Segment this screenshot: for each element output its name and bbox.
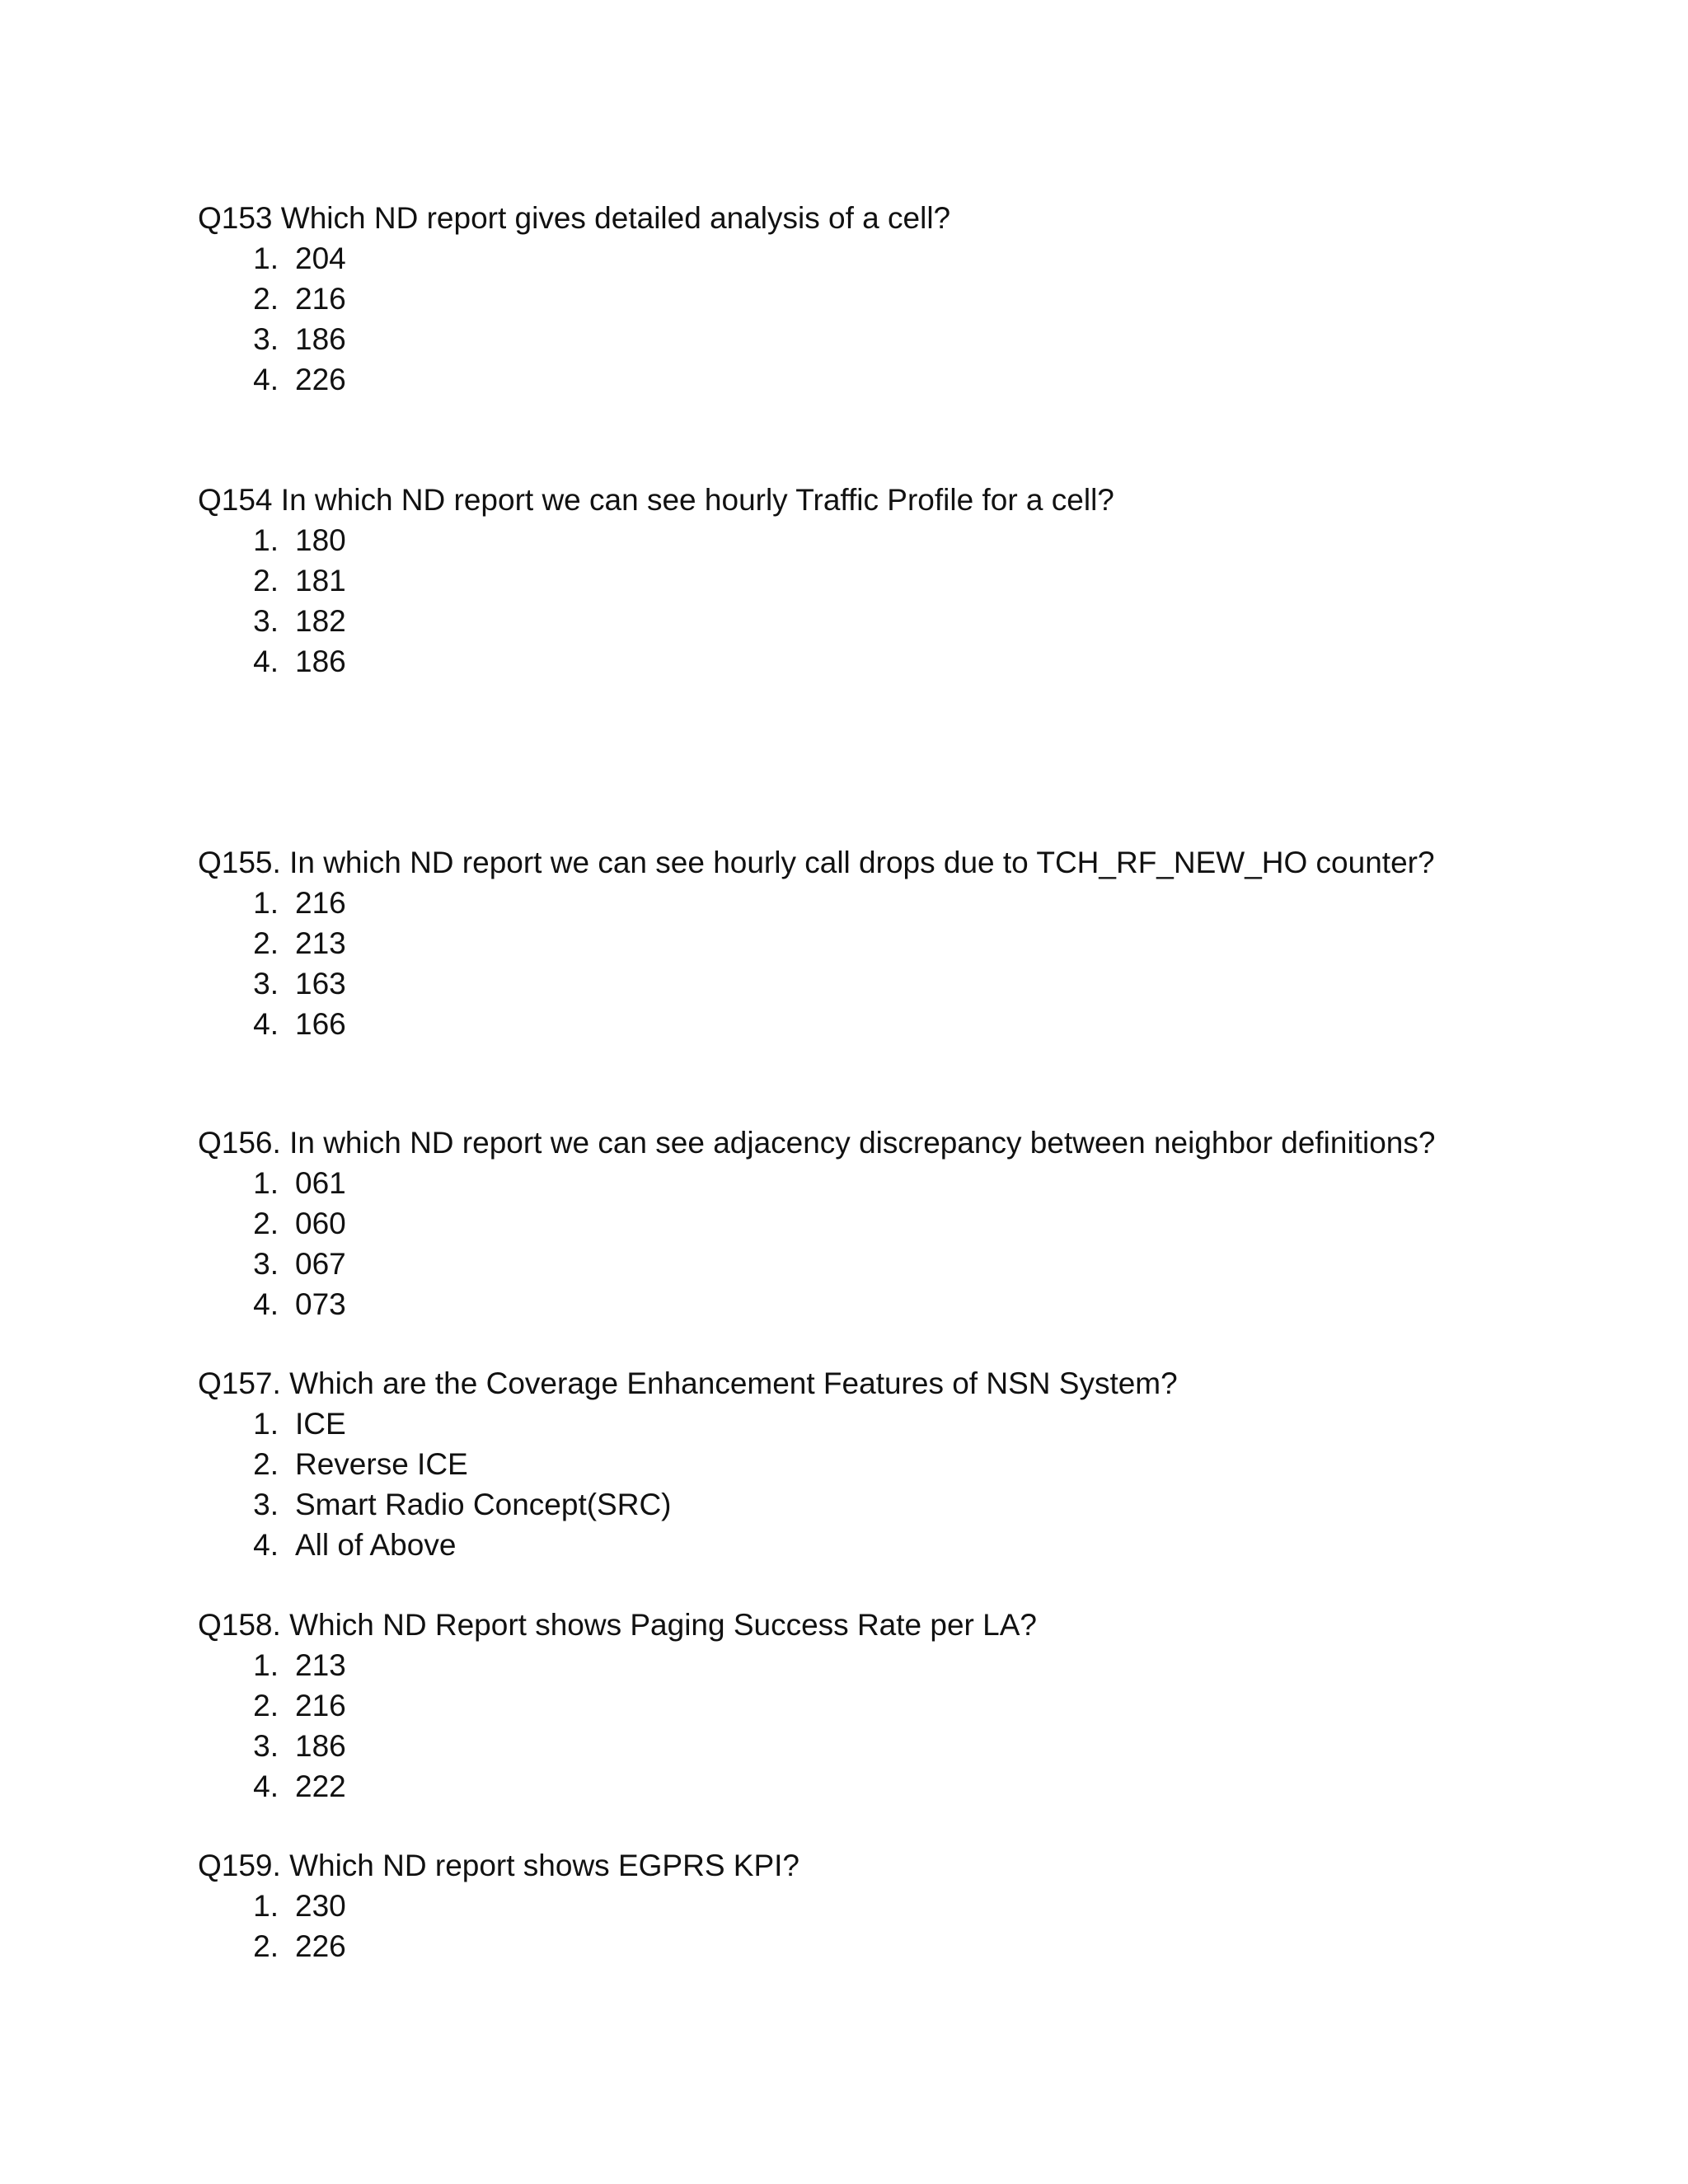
option-label: 216	[295, 886, 346, 920]
option-number: 1.	[253, 523, 279, 557]
answer-option	[198, 1726, 1599, 1766]
question-154	[198, 480, 1599, 682]
option-label: 204	[295, 241, 346, 275]
option-number: 1.	[253, 1889, 279, 1923]
answer-option	[198, 1004, 1599, 1044]
question-text: Q153 Which ND report gives detailed analysis of a cell?	[198, 201, 951, 235]
option-label: All of Above	[295, 1528, 457, 1562]
question-text: Q157. Which are the Coverage Enhancement Features of NSN System?	[198, 1366, 1178, 1400]
answer-option	[198, 520, 1599, 560]
answer-options	[198, 238, 1599, 400]
question-157	[198, 1364, 1599, 1565]
option-label: 186	[295, 322, 346, 356]
option-number: 2.	[253, 926, 279, 960]
answer-option	[198, 923, 1599, 963]
question-155	[198, 843, 1599, 1044]
option-label: 213	[295, 1648, 346, 1682]
option-number: 1.	[253, 241, 279, 275]
option-number: 4.	[253, 1287, 279, 1321]
answer-option	[198, 1645, 1599, 1685]
answer-option	[198, 883, 1599, 923]
option-label: 067	[295, 1247, 346, 1281]
answer-option	[198, 560, 1599, 601]
answer-option	[198, 359, 1599, 400]
option-number: 2.	[253, 1447, 279, 1481]
option-number: 3.	[253, 1488, 279, 1521]
option-number: 1.	[253, 1648, 279, 1682]
option-label: 230	[295, 1889, 346, 1923]
option-number: 4.	[253, 1769, 279, 1803]
option-number: 3.	[253, 967, 279, 1001]
question-text: Q159. Which ND report shows EGPRS KPI?	[198, 1849, 799, 1882]
option-label: Reverse ICE	[295, 1447, 468, 1481]
option-label: 073	[295, 1287, 346, 1321]
answer-option	[198, 1163, 1599, 1203]
option-label: 186	[295, 644, 346, 678]
option-number: 4.	[253, 1007, 279, 1041]
option-label: 181	[295, 564, 346, 598]
option-number: 1.	[253, 1407, 279, 1441]
option-number: 2.	[253, 1929, 279, 1963]
option-label: Smart Radio Concept(SRC)	[295, 1488, 672, 1521]
option-label: 216	[295, 282, 346, 316]
answer-option	[198, 641, 1599, 682]
answer-option	[198, 1284, 1599, 1324]
answer-option	[198, 279, 1599, 319]
answer-option	[198, 238, 1599, 279]
option-number: 4.	[253, 1528, 279, 1562]
answer-option	[198, 319, 1599, 359]
option-label: 061	[295, 1166, 346, 1200]
option-number: 2.	[253, 1207, 279, 1240]
option-label: 216	[295, 1689, 346, 1722]
answer-option	[198, 1525, 1599, 1565]
answer-option	[198, 1926, 1599, 1966]
answer-option	[198, 1886, 1599, 1926]
answer-option	[198, 1404, 1599, 1444]
answer-option	[198, 1766, 1599, 1807]
option-number: 1.	[253, 886, 279, 920]
option-label: 222	[295, 1769, 346, 1803]
question-text: Q158. Which ND Report shows Paging Success Rate per LA?	[198, 1608, 1037, 1642]
option-number: 3.	[253, 322, 279, 356]
option-label: 226	[295, 1929, 346, 1963]
question-158	[198, 1605, 1599, 1807]
option-label: 226	[295, 363, 346, 396]
question-text: Q155. In which ND report we can see hourly call drops due to TCH_RF_NEW_HO counter?	[198, 846, 1435, 879]
question-156	[198, 1123, 1599, 1324]
option-number: 3.	[253, 1729, 279, 1763]
option-number: 3.	[253, 604, 279, 638]
option-label: 180	[295, 523, 346, 557]
answer-option	[198, 1244, 1599, 1284]
option-label: 060	[295, 1207, 346, 1240]
option-number: 1.	[253, 1166, 279, 1200]
answer-options	[198, 1163, 1599, 1324]
question-text: Q156. In which ND report we can see adjacency discrepancy between neighbor definitions?	[198, 1126, 1436, 1160]
option-number: 2.	[253, 1689, 279, 1722]
answer-options	[198, 1404, 1599, 1565]
option-number: 2.	[253, 282, 279, 316]
answer-options	[198, 520, 1599, 682]
option-label: 186	[295, 1729, 346, 1763]
option-number: 2.	[253, 564, 279, 598]
answer-options	[198, 1886, 1599, 1966]
answer-option	[198, 1203, 1599, 1244]
answer-option	[198, 1484, 1599, 1525]
answer-option	[198, 1444, 1599, 1484]
option-number: 3.	[253, 1247, 279, 1281]
option-label: 166	[295, 1007, 346, 1041]
option-number: 4.	[253, 363, 279, 396]
answer-option	[198, 1685, 1599, 1726]
answer-options	[198, 883, 1599, 1044]
answer-option	[198, 601, 1599, 641]
question-text: Q154 In which ND report we can see hourly Traffic Profile for a cell?	[198, 483, 1114, 517]
option-label: ICE	[295, 1407, 346, 1441]
option-label: 213	[295, 926, 346, 960]
option-label: 182	[295, 604, 346, 638]
option-label: 163	[295, 967, 346, 1001]
question-153	[198, 199, 1599, 400]
answer-options	[198, 1645, 1599, 1807]
question-159	[198, 1846, 1599, 1966]
option-number: 4.	[253, 644, 279, 678]
answer-option	[198, 963, 1599, 1004]
